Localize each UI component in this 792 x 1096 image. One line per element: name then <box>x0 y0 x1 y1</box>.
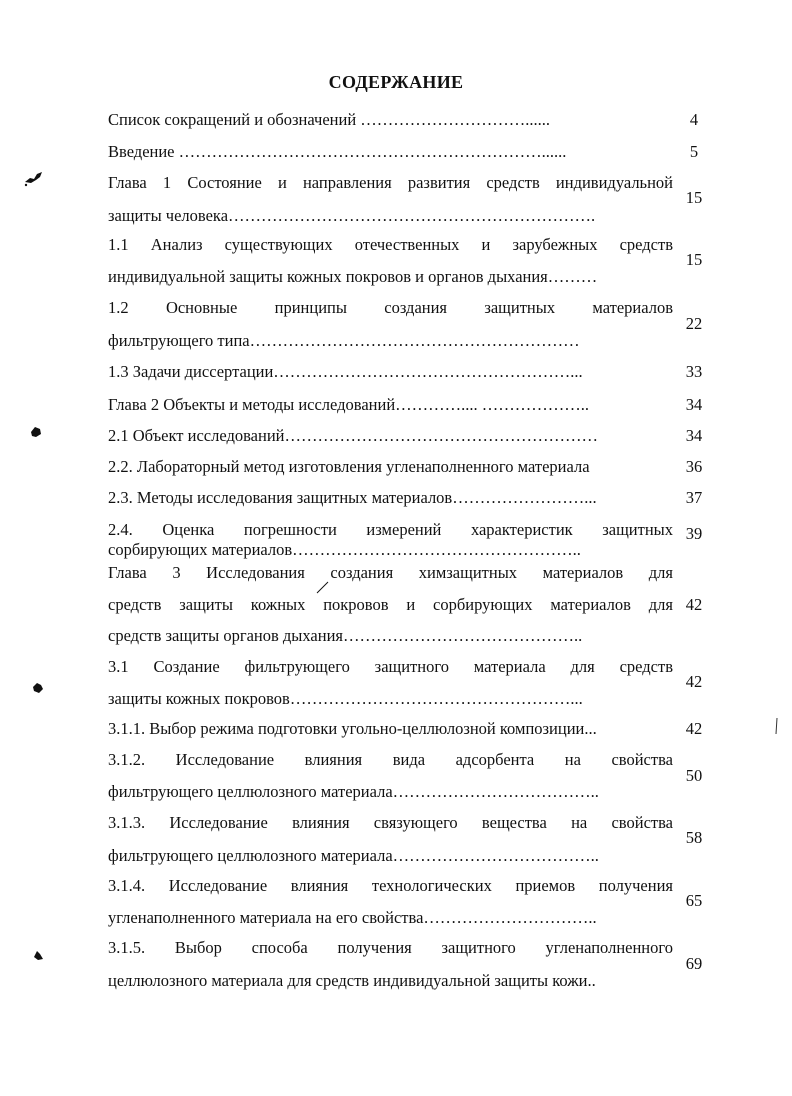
toc-page-number: 22 <box>685 314 703 333</box>
toc-entry-text: сорбирующих материалов…………………………………………….. <box>108 540 581 559</box>
toc-entry-text: Глава 1 Состояние и направления развития средств индивидуальной <box>108 173 673 192</box>
toc-entry-text: 3.1.4. Исследование влияния технологических приемов получения <box>108 876 673 895</box>
toc-entry <box>108 488 708 508</box>
toc-entry-text: 3.1.1. Выбор режима подготовки угольно-целлюлозной композиции... <box>108 719 597 738</box>
toc-entry-text: 1.3 Задачи диссертации………………………………………………... <box>108 362 583 381</box>
toc-entry-text: целлюлозного материала для средств индивидуальной защиты кожи.. <box>108 971 596 990</box>
toc-page-number: 15 <box>685 250 703 269</box>
toc-entry-text: защиты человека…………………………………………………………. <box>108 206 596 225</box>
toc-entry-text: фильтрующего типа…………………………………………………… <box>108 331 580 350</box>
toc-page-number: 4 <box>689 110 699 129</box>
toc-entry-text: 2.4. Оценка погрешности измерений характеристик защитных <box>108 520 673 539</box>
punch-hole-mark-icon <box>28 424 44 440</box>
toc-entry <box>108 142 708 162</box>
toc-entry <box>108 362 708 382</box>
pen-stroke-mark-icon <box>316 580 330 594</box>
toc-entry-text: угленаполненного материала на его свойства………………………….. <box>108 908 597 927</box>
toc-entry <box>108 426 708 446</box>
toc-entry-text: защиты кожных покровов……………………………………………... <box>108 689 583 708</box>
toc-page-number: 58 <box>685 828 703 847</box>
punch-hole-mark-icon <box>30 680 46 696</box>
toc-entry <box>108 298 708 352</box>
toc-entry-text: 2.3. Методы исследования защитных материалов……………………... <box>108 488 597 507</box>
toc-entry-text: 3.1.3. Исследование влияния связующего вещества на свойства <box>108 813 673 832</box>
toc-page-number: 34 <box>685 395 703 414</box>
toc-entry-text: 2.2. Лабораторный метод изготовления угленаполненного материала <box>108 457 590 476</box>
toc-entry-text: Введение …………………………………………………………...... <box>108 142 567 161</box>
toc-entry-text: Список сокращений и обозначений …………………………...... <box>108 110 551 129</box>
toc-page-number: 50 <box>685 766 703 785</box>
toc-entry-text: 1.2 Основные принципы создания защитных материалов <box>108 298 673 317</box>
toc-entry <box>108 395 708 415</box>
toc-entry <box>108 938 708 992</box>
toc-page-number: 42 <box>685 719 703 738</box>
toc-entry-text: индивидуальной защиты кожных покровов и органов дыхания……… <box>108 267 598 286</box>
stray-mark-icon <box>772 716 782 736</box>
toc-entry-text: средств защиты кожных покровов и сорбирующих материалов для <box>108 595 673 614</box>
page-title: СОДЕРЖАНИЕ <box>328 72 464 92</box>
toc-entry <box>108 563 708 647</box>
toc-entry-text: средств защиты органов дыхания…………………………………….. <box>108 626 583 645</box>
toc-entry-text: Глава 3 Исследования создания химзащитных материалов для <box>108 563 673 582</box>
toc-page-number: 42 <box>685 672 703 691</box>
toc-entry <box>108 657 708 711</box>
toc-entry <box>108 750 708 804</box>
toc-entry <box>108 813 708 867</box>
toc-entry-text: 3.1 Создание фильтрующего защитного материала для средств <box>108 657 673 676</box>
toc-entry-text: 3.1.2. Исследование влияния вида адсорбента на свойства <box>108 750 673 769</box>
toc-entry <box>108 520 708 560</box>
toc-entry-text: фильтрующего целлюлозного материала……………………………….. <box>108 782 599 801</box>
toc-page-number: 65 <box>685 891 703 910</box>
toc-entry <box>108 876 708 930</box>
toc-page-number: 15 <box>685 188 703 207</box>
punch-hole-mark-icon <box>22 168 46 188</box>
toc-entry <box>108 110 708 130</box>
toc-page-number: 39 <box>685 524 703 543</box>
toc-entry-text: Глава 2 Объекты и методы исследований………….... ……………….. <box>108 395 590 414</box>
punch-hole-mark-icon <box>30 948 46 964</box>
toc-page-number: 37 <box>685 488 703 507</box>
toc-page-number: 36 <box>685 457 703 476</box>
toc-page-number: 33 <box>685 362 703 381</box>
toc-entry <box>108 173 708 227</box>
toc-page-number: 34 <box>685 426 703 445</box>
toc-entry <box>108 719 708 739</box>
toc-entry <box>108 457 708 477</box>
toc-entry-text: фильтрующего целлюлозного материала……………………………….. <box>108 846 599 865</box>
toc-page-number: 42 <box>685 595 703 614</box>
toc-entry-text: 1.1 Анализ существующих отечественных и зарубежных средств <box>108 235 673 254</box>
toc-entry <box>108 235 708 289</box>
toc-page-number: 69 <box>685 954 703 973</box>
toc-entry-text: 2.1 Объект исследований………………………………………………… <box>108 426 598 445</box>
toc-page-number: 5 <box>689 142 699 161</box>
toc-entry-text: 3.1.5. Выбор способа получения защитного угленаполненного <box>108 938 673 957</box>
